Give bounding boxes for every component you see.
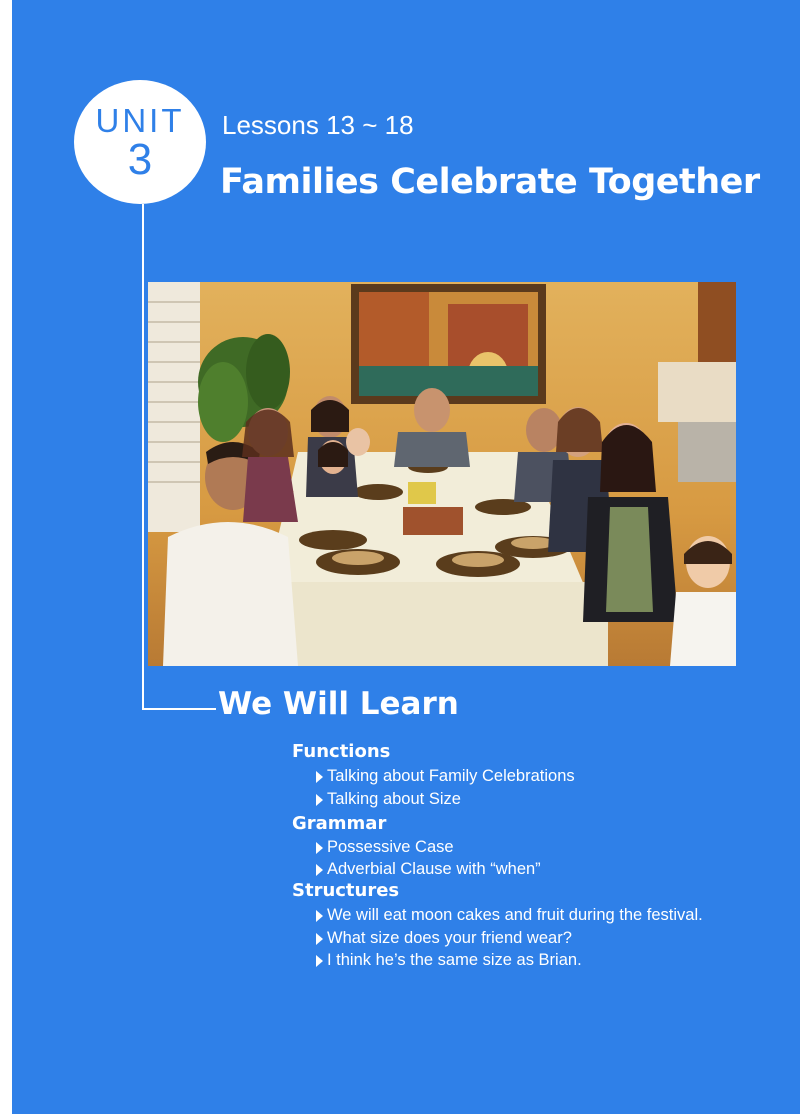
right-triangle-bullet-icon xyxy=(316,794,323,806)
list-item-text: Adverbial Clause with “when” xyxy=(327,860,541,878)
family-dinner-photo xyxy=(148,282,736,666)
connector-line-horizontal xyxy=(142,708,216,710)
unit-cover-page xyxy=(12,0,800,1114)
connector-line-vertical xyxy=(142,204,144,710)
we-will-learn-heading: We Will Learn xyxy=(218,686,459,722)
list-item xyxy=(316,906,703,925)
family-dinner-illustration xyxy=(148,282,736,666)
lessons-range: Lessons 13 ~ 18 xyxy=(222,110,414,140)
right-triangle-bullet-icon xyxy=(316,910,323,922)
grammar-heading: Grammar xyxy=(292,813,387,834)
list-item-text: Talking about Family Celebrations xyxy=(327,767,575,785)
unit-badge xyxy=(74,80,206,204)
right-triangle-bullet-icon xyxy=(316,955,323,967)
right-triangle-bullet-icon xyxy=(316,864,323,876)
list-item xyxy=(316,929,572,948)
list-item-text: Possessive Case xyxy=(327,838,454,856)
list-item xyxy=(316,767,575,786)
functions-heading: Functions xyxy=(292,741,391,762)
unit-label: UNIT xyxy=(95,102,185,140)
list-item-text: What size does your friend wear? xyxy=(327,929,572,947)
unit-title: Families Celebrate Together xyxy=(220,162,760,202)
right-triangle-bullet-icon xyxy=(316,933,323,945)
list-item xyxy=(316,860,541,879)
structures-heading: Structures xyxy=(292,880,400,901)
list-item-text: We will eat moon cakes and fruit during the festival. xyxy=(327,906,703,924)
list-item xyxy=(316,838,454,857)
list-item xyxy=(316,790,461,809)
list-item xyxy=(316,951,582,970)
list-item-text: Talking about Size xyxy=(327,790,461,808)
unit-number: 3 xyxy=(127,135,153,185)
right-triangle-bullet-icon xyxy=(316,842,323,854)
list-item-text: I think he’s the same size as Brian. xyxy=(327,951,582,969)
right-triangle-bullet-icon xyxy=(316,771,323,783)
